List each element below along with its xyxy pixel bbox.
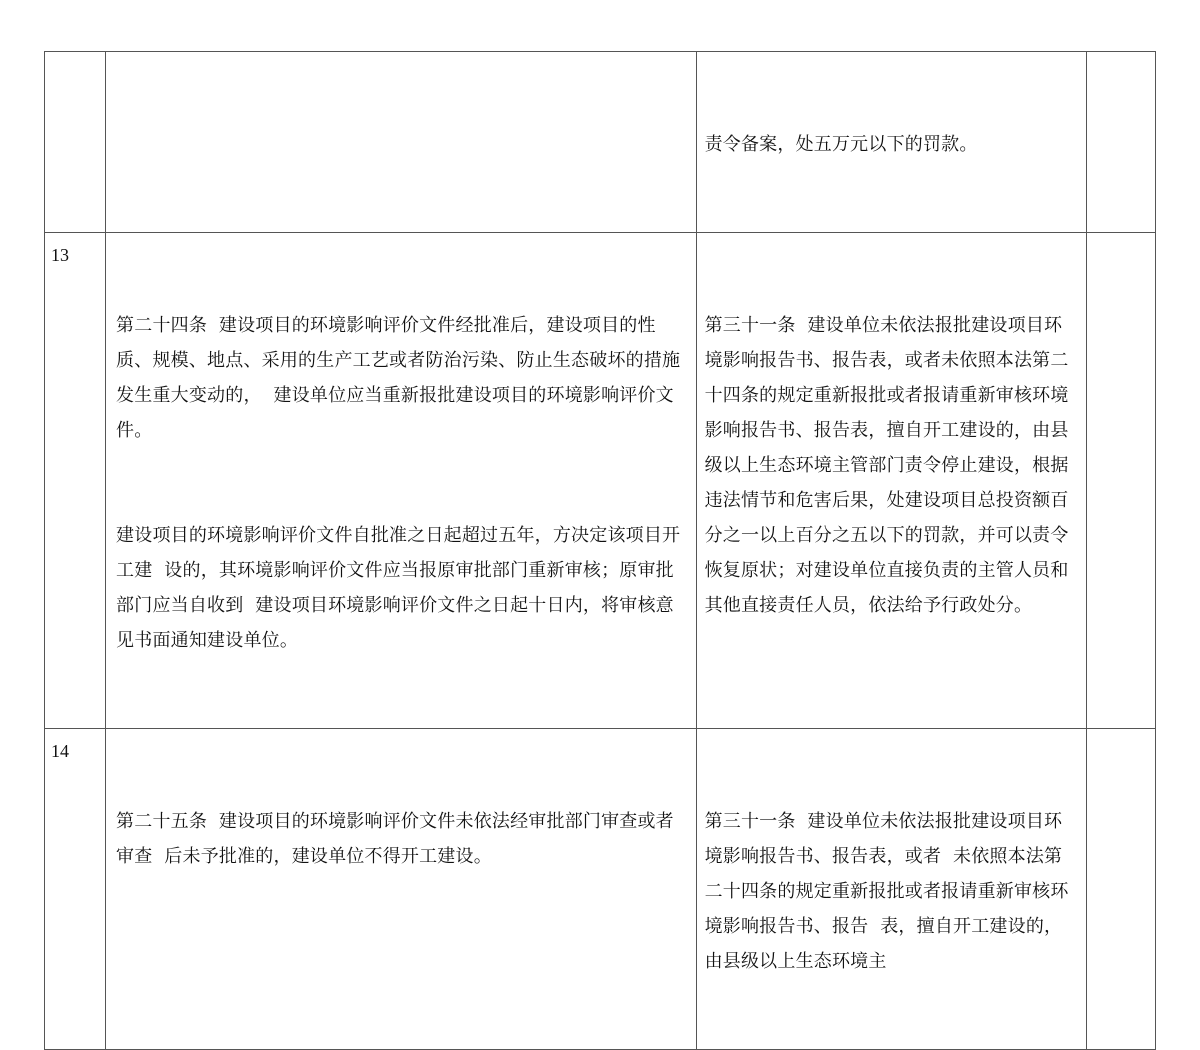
penalty-paragraph: 第三十一条 建设单位未依法报批建设项目环境影响报告书、报告表，或者 未依照本法第二十四条的规定重新报批或者报请重新审核环境影响报告书、报告 表，擅自开工建设的，由县级以上生态环境主 bbox=[704, 811, 1069, 972]
provision-cell bbox=[106, 729, 697, 1050]
penalty-cell bbox=[696, 233, 1086, 729]
number-cell bbox=[45, 233, 106, 729]
remark-cell bbox=[1086, 52, 1155, 233]
provision-paragraph: 第二十四条 建设项目的环境影响评价文件经批准后，建设项目的性质、规模、地点、采用的生产工艺或者防治污染、防止生态破坏的措施发生重大变动的， 建设单位应当重新报批建设项目的环境影响评价文件。 bbox=[116, 315, 681, 441]
provision-paragraph: 第二十五条 建设项目的环境影响评价文件未依法经审批部门审查或者审查 后未予批准的，建设单位不得开工建设。 bbox=[116, 811, 674, 867]
provision-cell bbox=[106, 233, 697, 729]
penalty-text bbox=[697, 233, 1086, 693]
number-cell bbox=[45, 52, 106, 233]
penalty-cell bbox=[696, 729, 1086, 1050]
row-number bbox=[45, 52, 105, 57]
regulation-table bbox=[44, 51, 1156, 1050]
penalty-text bbox=[697, 729, 1086, 1049]
penalty-cell bbox=[696, 52, 1086, 233]
penalty-paragraph: 第三十一条 建设单位未依法报批建设项目环境影响报告书、报告表，或者未依照本法第二十四条的规定重新报批或者报请重新审核环境影响报告书、报告表，擅自开工建设的，由县级以上生态环境主管部门责令停止建设，根据违法情节和危害后果，处建设项目总投资额百分之一以上百分之五以下的罚款，并可以责令恢复原状；对建设单位直接负责的主管人员和其他直接责任人员，依法给予行政处分。 bbox=[704, 315, 1069, 616]
table-row bbox=[45, 233, 1156, 729]
provision-cell bbox=[106, 52, 697, 233]
table-row bbox=[45, 729, 1156, 1050]
row-number: 13 bbox=[51, 245, 69, 265]
provision-text bbox=[106, 729, 696, 944]
remark-cell bbox=[1086, 729, 1155, 1050]
provision-paragraph: 建设项目的环境影响评价文件自批准之日起超过五年，方决定该项目开工建 设的，其环境影响评价文件应当报原审批部门重新审核；原审批部门应当自收到 建设项目环境影响评价文件之日起十日内，将审核意见书面通知建设单位。 bbox=[116, 525, 681, 651]
row-number: 14 bbox=[51, 741, 69, 761]
remark-cell bbox=[1086, 233, 1155, 729]
penalty-paragraph: 责令备案，处五万元以下的罚款。 bbox=[704, 134, 978, 155]
provision-text bbox=[106, 233, 696, 728]
table-row bbox=[45, 52, 1156, 233]
penalty-text bbox=[697, 52, 1086, 232]
number-cell bbox=[45, 729, 106, 1050]
